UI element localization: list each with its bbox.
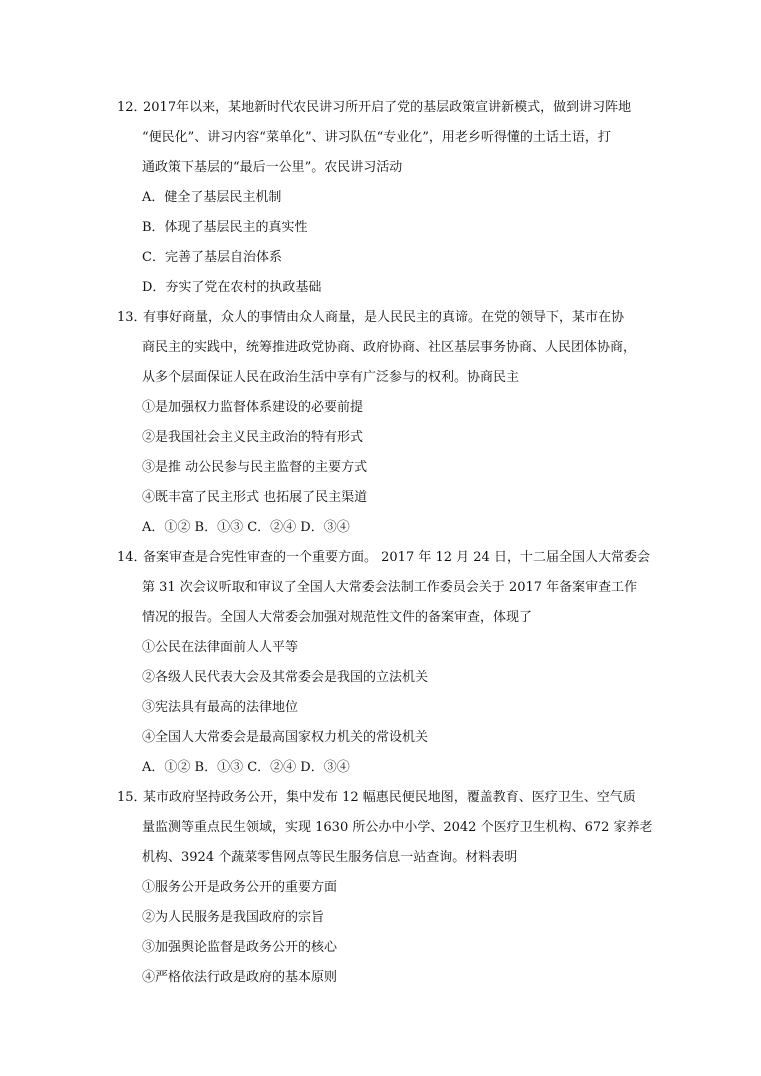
question-13-stem-line-3: 从多个层面保证人民在政治生活中享有广泛参与的权利。协商民主 [142, 370, 520, 385]
question-15-stem-line-2: 量监测等重点民生领域，实现 1630 所公办中小学、2042 个医疗卫生机构、672 家养老 [142, 820, 653, 835]
question-12-option-b: B．体现了基层民主的真实性 [142, 220, 308, 235]
question-13-stem-line-2: 商民主的实践中，统筹推进政党协商、政府协商、社区基层事务协商、人民团体协商， [142, 340, 637, 355]
question-14-item-1: ①公民在法律面前人人平等 [142, 640, 299, 655]
question-13-answer-options: A．①② B．①③ C．②④ D．③④ [142, 520, 350, 535]
question-12-option-c: C．完善了基层自治体系 [142, 250, 282, 265]
question-15-item-3: ③加强舆论监督是政务公开的核心 [142, 940, 338, 955]
question-15-item-1: ①服务公开是政务公开的重要方面 [142, 880, 338, 895]
question-15-number: 15． [117, 790, 147, 805]
question-13-stem-line-1: 有事好商量，众人的事情由众人商量，是人民民主的真谛。在党的领导下，某市在协 [143, 310, 625, 325]
question-13-item-4: ④既丰富了民主形式 也拓展了民主渠道 [142, 490, 368, 505]
question-14-item-2: ②各级人民代表大会及其常委会是我国的立法机关 [142, 670, 429, 685]
question-15-item-2: ②为人民服务是我国政府的宗旨 [142, 910, 325, 925]
question-14-stem-line-3: 情况的报告。全国人大常委会加强对规范性文件的备案审查，体现了 [142, 610, 533, 625]
question-14-stem-line-2: 第 31 次会议听取和审议了全国人大常委会法制工作委员会关于 2017 年备案审查工作 [142, 580, 638, 595]
question-12-stem-line-2: “便民化”、讲习内容“菜单化”、讲习队伍“专业化”，用老乡听得懂的土话土语，打 [142, 130, 611, 145]
question-14-number: 14． [117, 550, 147, 565]
question-12-stem-line-1: 2017年以来，某地新时代农民讲习所开启了党的基层政策宣讲新模式，做到讲习阵地 [143, 100, 632, 115]
question-13-number: 13． [117, 310, 147, 325]
question-13-item-2: ②是我国社会主义民主政治的特有形式 [142, 430, 364, 445]
question-13-item-3: ③是推 动公民参与民主监督的主要方式 [142, 460, 368, 475]
question-15-stem-line-1: 某市政府坚持政务公开，集中发布 12 幅惠民便民地图，覆盖教育、医疗卫生、空气质 [143, 790, 636, 805]
question-14-answer-options: A．①② B．①③ C．②④ D．③④ [142, 760, 350, 775]
question-12-number: 12． [117, 100, 147, 115]
question-12-option-d: D．夯实了党在农村的执政基础 [142, 280, 322, 295]
question-13-item-1: ①是加强权力监督体系建设的必要前提 [142, 400, 364, 415]
question-15-stem-line-3: 机构、3924 个蔬菜零售网点等民生服务信息一站查询。材料表明 [142, 850, 518, 865]
question-15-item-4: ④严格依法行政是政府的基本原则 [142, 970, 338, 985]
question-14-item-3: ③宪法具有最高的法律地位 [142, 700, 299, 715]
question-14-item-4: ④全国人大常委会是最高国家权力机关的常设机关 [142, 730, 429, 745]
question-12-stem-line-3: 通政策下基层的“最后一公里”。农民讲习活动 [142, 160, 403, 175]
question-14-stem-line-1: 备案审查是合宪性审查的一个重要方面。 2017 年 12 月 24 日，十二届全国人大常委会 [143, 550, 650, 565]
question-12-option-a: A．健全了基层民主机制 [142, 190, 282, 205]
